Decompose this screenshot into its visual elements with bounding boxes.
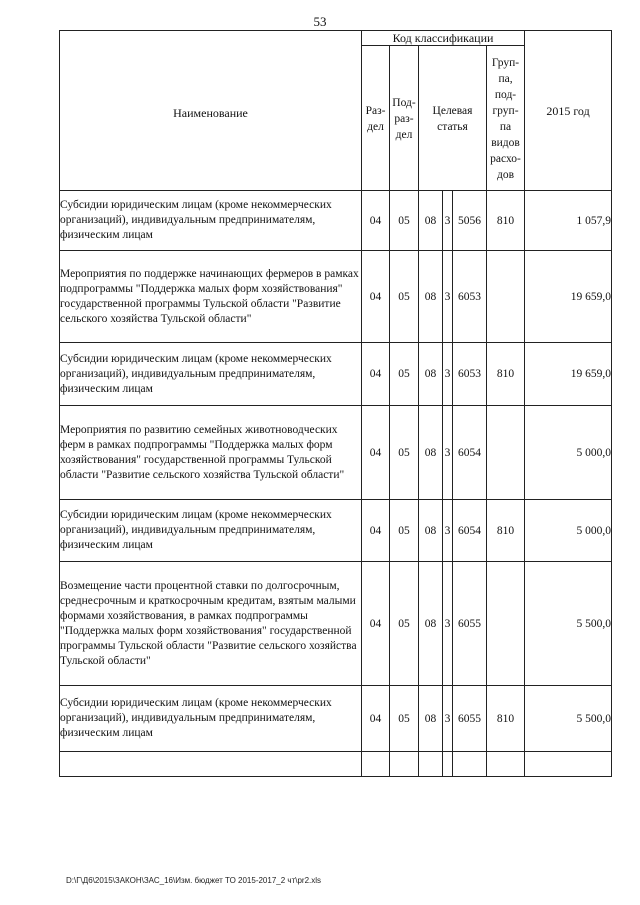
row-amount: 19 659,0: [525, 251, 612, 343]
row-name: Мероприятия по развитию семейных животноводческих ферм в рамках подпрограммы "Поддержка малых форм хозяйствования" государственной программы Тульской области "Развитие сельского хозяйства Тульской области": [60, 406, 362, 500]
row-target-subprogram: 3: [443, 686, 453, 752]
filler-cell: [390, 752, 419, 777]
row-group: 810: [487, 686, 525, 752]
row-target-program: 08: [419, 406, 443, 500]
row-target-direction: 6055: [453, 686, 487, 752]
table-filler-row: [60, 752, 612, 777]
row-name: Субсидии юридическим лицам (кроме некоммерческих организаций), индивидуальным предпринимателям, физическим лицам: [60, 686, 362, 752]
row-podrazdel: 05: [390, 562, 419, 686]
header-podrazdel: [390, 46, 419, 191]
row-podrazdel: 05: [390, 191, 419, 251]
row-target-program: 08: [419, 562, 443, 686]
header-year: 2015 год: [525, 31, 612, 191]
row-target-program: 08: [419, 343, 443, 406]
header-group-line: под-: [494, 89, 517, 101]
row-amount: 5 000,0: [525, 500, 612, 562]
row-target-program: 08: [419, 500, 443, 562]
table-row: [60, 686, 612, 752]
filler-cell: [362, 752, 390, 777]
file-path-footer: D:\Г\Д6\2015\ЗАКОН\ЗАС_16\Изм. бюджет ТО 2015-2017_2 чт\pr2.xls: [66, 876, 322, 885]
header-code: Код классификации: [362, 31, 525, 46]
row-target-direction: 6054: [453, 406, 487, 500]
row-target-direction: 6055: [453, 562, 487, 686]
row-group: [487, 251, 525, 343]
filler-cell: [443, 752, 453, 777]
header-podrazdel-line: Под-: [392, 97, 416, 109]
header-name: Наименование: [60, 31, 362, 191]
row-target-subprogram: 3: [443, 562, 453, 686]
row-target-subprogram: 3: [443, 500, 453, 562]
row-name: Субсидии юридическим лицам (кроме некоммерческих организаций), индивидуальным предпринимателям, физическим лицам: [60, 500, 362, 562]
header-group-line: расхо-: [490, 153, 521, 165]
budget-table: [59, 30, 612, 777]
page-number: 53: [313, 14, 327, 29]
row-razdel: 04: [362, 562, 390, 686]
header-row-1: [60, 31, 612, 46]
table-row: [60, 500, 612, 562]
row-name: Субсидии юридическим лицам (кроме некоммерческих организаций), индивидуальным предпринимателям, физическим лицам: [60, 343, 362, 406]
filler-cell: [453, 752, 487, 777]
row-name: Возмещение части процентной ставки по долгосрочным, среднесрочным и краткосрочным кредитам, взятым малыми формами хозяйствования, в рамках подпрограммы "Поддержка малых форм хозяйствования" государственной программы Тульской области "Развитие сельского хозяйства Тульской области": [60, 562, 362, 686]
row-target-program: 08: [419, 191, 443, 251]
row-target-direction: 6053: [453, 251, 487, 343]
table-row: [60, 191, 612, 251]
header-razdel: [362, 46, 390, 191]
header-razdel-line: Раз-: [365, 105, 386, 117]
row-target-direction: 6054: [453, 500, 487, 562]
row-amount: 5 000,0: [525, 406, 612, 500]
row-podrazdel: 05: [390, 343, 419, 406]
filler-cell: [525, 752, 612, 777]
header-target-line: статья: [437, 121, 468, 133]
row-amount: 19 659,0: [525, 343, 612, 406]
row-razdel: 04: [362, 343, 390, 406]
row-razdel: 04: [362, 406, 390, 500]
header-group: [487, 46, 525, 191]
row-group: 810: [487, 500, 525, 562]
filler-cell: [487, 752, 525, 777]
row-group: 810: [487, 343, 525, 406]
table-row: [60, 251, 612, 343]
row-podrazdel: 05: [390, 406, 419, 500]
header-group-line: па,: [498, 73, 513, 85]
row-target-subprogram: 3: [443, 191, 453, 251]
row-podrazdel: 05: [390, 500, 419, 562]
row-podrazdel: 05: [390, 686, 419, 752]
row-amount: 5 500,0: [525, 686, 612, 752]
row-razdel: 04: [362, 500, 390, 562]
row-target-program: 08: [419, 251, 443, 343]
header-podrazdel-line: дел: [395, 129, 413, 141]
table-row: [60, 406, 612, 500]
row-target-subprogram: 3: [443, 406, 453, 500]
row-group: [487, 562, 525, 686]
row-target-program: 08: [419, 686, 443, 752]
table-row: [60, 343, 612, 406]
header-target-line: Целевая: [432, 105, 473, 117]
row-amount: 1 057,9: [525, 191, 612, 251]
row-target-direction: 6053: [453, 343, 487, 406]
header-razdel-line: дел: [367, 121, 384, 133]
row-target-direction: 5056: [453, 191, 487, 251]
header-group-line: видов: [491, 137, 520, 149]
row-razdel: 04: [362, 191, 390, 251]
row-amount: 5 500,0: [525, 562, 612, 686]
row-name: Субсидии юридическим лицам (кроме некоммерческих организаций), индивидуальным предпринимателям, физическим лицам: [60, 191, 362, 251]
filler-cell: [419, 752, 443, 777]
row-razdel: 04: [362, 251, 390, 343]
filler-cell: [60, 752, 362, 777]
header-group-line: дов: [496, 169, 515, 181]
header-group-line: груп-: [492, 105, 519, 117]
row-group: 810: [487, 191, 525, 251]
header-group-line: Груп-: [491, 57, 520, 69]
row-group: [487, 406, 525, 500]
header-group-line: па: [499, 121, 512, 133]
header-target: [419, 46, 487, 191]
row-name: Мероприятия по поддержке начинающих фермеров в рамках подпрограммы "Поддержка малых форм хозяйствования" государственной программы Тульской области "Развитие сельского хозяйства Тульской области": [60, 251, 362, 343]
row-podrazdel: 05: [390, 251, 419, 343]
row-razdel: 04: [362, 686, 390, 752]
table-row: [60, 562, 612, 686]
row-target-subprogram: 3: [443, 251, 453, 343]
header-podrazdel-line: раз-: [394, 113, 414, 125]
row-target-subprogram: 3: [443, 343, 453, 406]
